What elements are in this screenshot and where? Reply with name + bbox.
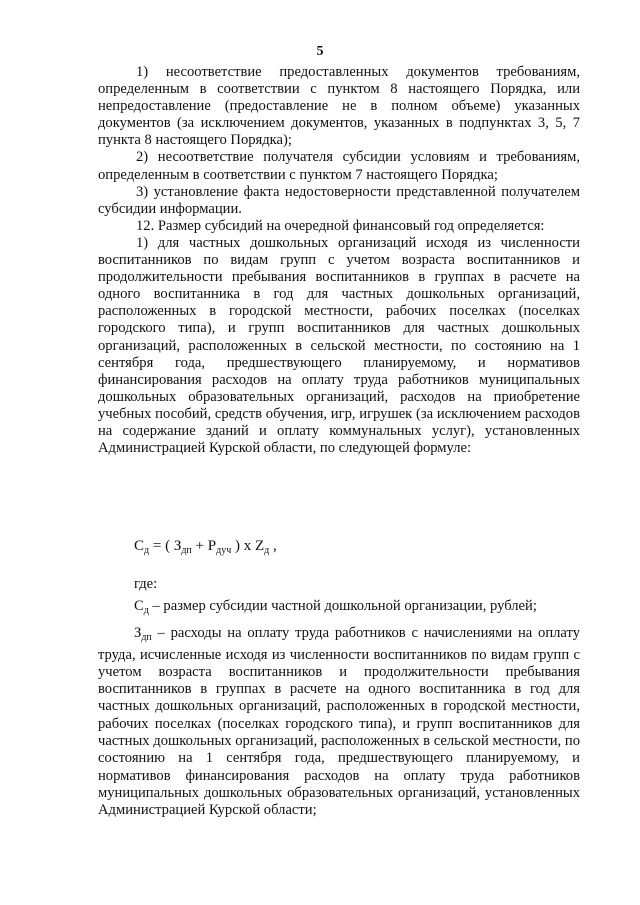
formula-lhs-subscript: д — [144, 545, 150, 556]
formula-equals: = ( — [149, 538, 174, 554]
formula-close-multiply: ) х — [231, 538, 255, 554]
definition-cd-text: – размер субсидии частной дошкольной организации, рублей; — [148, 598, 537, 614]
paragraph-clause-12: 12. Размер субсидий на очередной финансовый год определяется: — [136, 217, 545, 234]
definition-zdp-symbol: З — [134, 625, 142, 642]
formula-term-zd-subscript: д — [264, 545, 270, 556]
subsidy-formula — [134, 536, 277, 561]
formula-lhs: С — [134, 538, 145, 554]
formula-term-zd: Z — [254, 538, 265, 554]
formula-term-zdp: З — [173, 538, 182, 554]
formula-plus: + — [191, 538, 208, 554]
definition-zdp-subscript: дп — [141, 632, 152, 644]
definitions-block — [98, 598, 580, 820]
definition-zdp-text: – расходы на оплату труда работников с начислениями на оплату труда, исчисленные исходя из численности воспитанников по видам групп с учетом возраста воспитанников и продолжительности пребывания воспитанников в группах в расчете на одного воспитанника в год для частных дошкольных организаций, расположенных в городской местности, рабочих поселках (поселках городского типа), и групп воспитанников для частных дошкольных организаций, расположенных в сельской местности, по состоянию на 1 сентября года, предшествующего планируемому, и нормативов финансирования расходов на оплату труда работников муниципальных дошкольных образовательных организаций, установленных Администрацией Курской области; — [98, 625, 580, 819]
page-number: 5 — [316, 44, 324, 59]
formula-term-rduch: Р — [207, 538, 217, 554]
definition-cd-symbol: С — [134, 598, 144, 614]
definition-cd-subscript: д — [143, 605, 149, 616]
paragraph-clause-12-item-1: 1) для частных дошкольных организаций исходя из численности воспитанников по видам групп с учетом возраста воспитанников и продолжительности пребывания воспитанников в группах в расчете на одного воспитанника в год для частных дошкольных организаций, расположенных в городской местности, рабочих поселках (поселках городского типа), и групп воспитанников для частных дошкольных организаций, расположенных в сельской местности, по состоянию на 1 сентября года, предшествующего планируемому, и нормативов финансирования расходов на оплату труда работников муниципальных дошкольных образовательных организаций, расходов на приобретение учебных пособий, средств обучения, игр, игрушек (за исключением расходов на содержание зданий и оплату коммунальных услуг), установленных Администрацией Курской области, по следующей формуле: — [98, 234, 580, 457]
document-body — [98, 64, 580, 457]
where-label: где: — [134, 576, 158, 592]
definition-zdp — [98, 625, 580, 819]
paragraph-item-1: 1) несоответствие предоставленных документов требованиям, определенным в соответствии с пунктом 8 настоящего Порядка, или непредоставление (предоставление не в полном объеме) указанных документов (за исключением документов, указанных в подпунктах 3, 5, 7 пункта 8 настоящего Порядка); — [98, 64, 580, 149]
formula-term-zdp-subscript: дп — [181, 545, 192, 556]
formula-term-rduch-subscript: дуч — [216, 545, 232, 556]
definition-cd — [98, 598, 580, 619]
formula-tail: , — [269, 538, 277, 554]
paragraph-item-3: 3) установление факта недостоверности представленной получателем субсидии информации. — [98, 183, 580, 217]
paragraph-item-2: 2) несоответствие получателя субсидии условиям и требованиям, определенным в соответствии с пунктом 7 настоящего Порядка; — [98, 149, 580, 183]
